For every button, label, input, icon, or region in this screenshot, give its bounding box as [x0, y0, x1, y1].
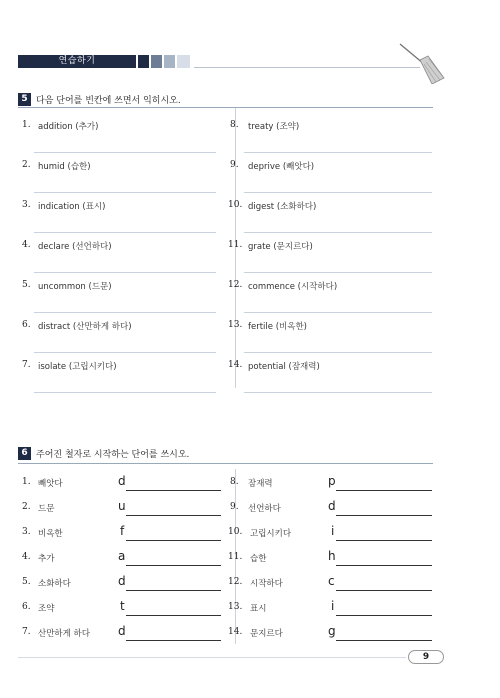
fill-in-row [18, 544, 233, 569]
header-square-1 [138, 55, 149, 68]
item-number: 9. [230, 502, 239, 512]
start-letter: d [118, 474, 126, 488]
item-number: 11. [228, 552, 243, 562]
answer-blank[interactable] [336, 490, 432, 491]
item-word: humid (습한) [38, 162, 91, 172]
answer-blank[interactable] [126, 490, 221, 491]
fill-in-row [18, 619, 233, 644]
item-number: 6. [22, 320, 31, 330]
item-number: 7. [22, 360, 31, 370]
start-letter: i [331, 599, 335, 613]
korean-word: 시작하다 [250, 579, 283, 589]
word-item [228, 268, 433, 308]
header-square-4 [177, 55, 190, 68]
broom-icon [398, 40, 446, 84]
section-6-heading [18, 446, 189, 460]
item-word: distract (산만하게 하다) [38, 322, 132, 332]
item-number: 13. [228, 320, 243, 330]
start-letter: d [118, 574, 126, 588]
answer-blank[interactable] [336, 540, 432, 541]
item-number: 1. [22, 120, 31, 130]
item-word: grate (문지르다) [248, 242, 313, 252]
fill-in-row [228, 469, 433, 494]
item-word: treaty (조약) [248, 122, 300, 132]
fill-in-row [18, 594, 233, 619]
word-item [228, 228, 433, 268]
answer-blank[interactable] [126, 640, 221, 641]
item-word: indication (표시) [38, 202, 106, 212]
korean-word: 소화하다 [38, 579, 71, 589]
fill-in-row [228, 569, 433, 594]
answer-blank[interactable] [126, 565, 221, 566]
word-item [228, 108, 433, 148]
section-6-number: 6 [18, 447, 31, 460]
item-number: 5. [22, 280, 31, 290]
item-number: 2. [22, 160, 31, 170]
header-rule [194, 67, 420, 68]
korean-word: 고립시키다 [250, 529, 292, 539]
fill-in-row [228, 519, 433, 544]
answer-blank[interactable] [126, 515, 221, 516]
answer-blank[interactable] [336, 515, 432, 516]
fill-in-row [228, 544, 433, 569]
answer-blank[interactable] [126, 590, 221, 591]
item-number: 13. [228, 602, 243, 612]
item-word: uncommon (드문) [38, 282, 112, 292]
fill-in-row [228, 594, 433, 619]
section-5-number: 5 [18, 93, 31, 106]
word-item [228, 348, 433, 388]
start-letter: d [328, 499, 336, 513]
word-item [18, 308, 228, 348]
start-letter: g [328, 624, 336, 638]
korean-word: 추가 [38, 554, 55, 564]
korean-word: 습한 [250, 554, 267, 564]
word-item [228, 188, 433, 228]
start-letter: c [328, 574, 335, 588]
fill-in-row [18, 494, 233, 519]
korean-word: 표시 [250, 604, 267, 614]
item-number: 14. [228, 627, 243, 637]
fill-in-row [18, 569, 233, 594]
answer-blank[interactable] [336, 640, 432, 641]
page-number: 9 [408, 650, 444, 664]
word-item [18, 108, 228, 148]
word-item [228, 148, 433, 188]
start-letter: f [120, 524, 125, 538]
start-letter: h [328, 549, 336, 563]
start-letter: u [118, 499, 126, 513]
item-number: 8. [230, 477, 239, 487]
item-number: 3. [22, 200, 31, 210]
item-word: digest (소화하다) [248, 202, 317, 212]
writing-line[interactable] [34, 392, 216, 393]
header-title: 연습하기 [58, 56, 96, 66]
start-letter: a [118, 549, 126, 563]
korean-word: 빼앗다 [38, 479, 63, 489]
answer-blank[interactable] [336, 590, 432, 591]
header-square-2 [151, 55, 162, 68]
start-letter: d [118, 624, 126, 638]
korean-word: 문지르다 [250, 629, 283, 639]
answer-blank[interactable] [126, 540, 221, 541]
korean-word: 산만하게 하다 [38, 629, 90, 639]
item-word: addition (추가) [38, 122, 99, 132]
item-number: 8. [230, 120, 239, 130]
header-square-3 [164, 55, 175, 68]
fill-in-row [228, 619, 433, 644]
item-number: 12. [228, 280, 243, 290]
answer-blank[interactable] [126, 615, 221, 616]
start-letter: t [120, 599, 125, 613]
item-number: 1. [22, 477, 31, 487]
item-number: 11. [228, 240, 243, 250]
fill-in-row [228, 494, 433, 519]
fill-in-row [18, 519, 233, 544]
korean-word: 드문 [38, 504, 55, 514]
item-number: 14. [228, 360, 243, 370]
item-number: 12. [228, 577, 243, 587]
item-word: potential (잠재력) [248, 362, 320, 372]
word-item [18, 268, 228, 308]
section-6-instruction: 주어진 철자로 시작하는 단어를 쓰시오. [36, 449, 190, 460]
word-item [18, 228, 228, 268]
korean-word: 잠재력 [248, 479, 273, 489]
footer-rule [18, 657, 406, 658]
start-letter: i [331, 524, 335, 538]
item-word: isolate (고립시키다) [38, 362, 117, 372]
item-word: declare (선언하다) [38, 242, 112, 252]
word-item [18, 148, 228, 188]
korean-word: 조약 [38, 604, 55, 614]
item-number: 4. [22, 240, 31, 250]
item-number: 10. [228, 527, 243, 537]
item-number: 4. [22, 552, 31, 562]
word-item [18, 348, 228, 388]
answer-blank[interactable] [336, 565, 432, 566]
section-header-bar [18, 55, 398, 69]
word-item [18, 188, 228, 228]
korean-word: 선언하다 [248, 504, 281, 514]
korean-word: 비옥한 [38, 529, 63, 539]
item-number: 2. [22, 502, 31, 512]
item-number: 5. [22, 577, 31, 587]
fill-in-row [18, 469, 233, 494]
section-6-rule [18, 463, 433, 464]
section-5-instruction: 다음 단어를 빈칸에 쓰면서 익히시오. [36, 95, 181, 106]
item-word: deprive (빼앗다) [248, 162, 315, 172]
item-word: fertile (비옥한) [248, 322, 307, 332]
item-number: 7. [22, 627, 31, 637]
writing-line[interactable] [244, 392, 432, 393]
start-letter: p [328, 474, 336, 488]
item-number: 6. [22, 602, 31, 612]
item-number: 10. [228, 200, 243, 210]
item-number: 3. [22, 527, 31, 537]
item-number: 9. [230, 160, 239, 170]
item-word: commence (시작하다) [248, 282, 338, 292]
word-item [228, 308, 433, 348]
answer-blank[interactable] [336, 615, 432, 616]
section-5-heading [18, 92, 181, 106]
